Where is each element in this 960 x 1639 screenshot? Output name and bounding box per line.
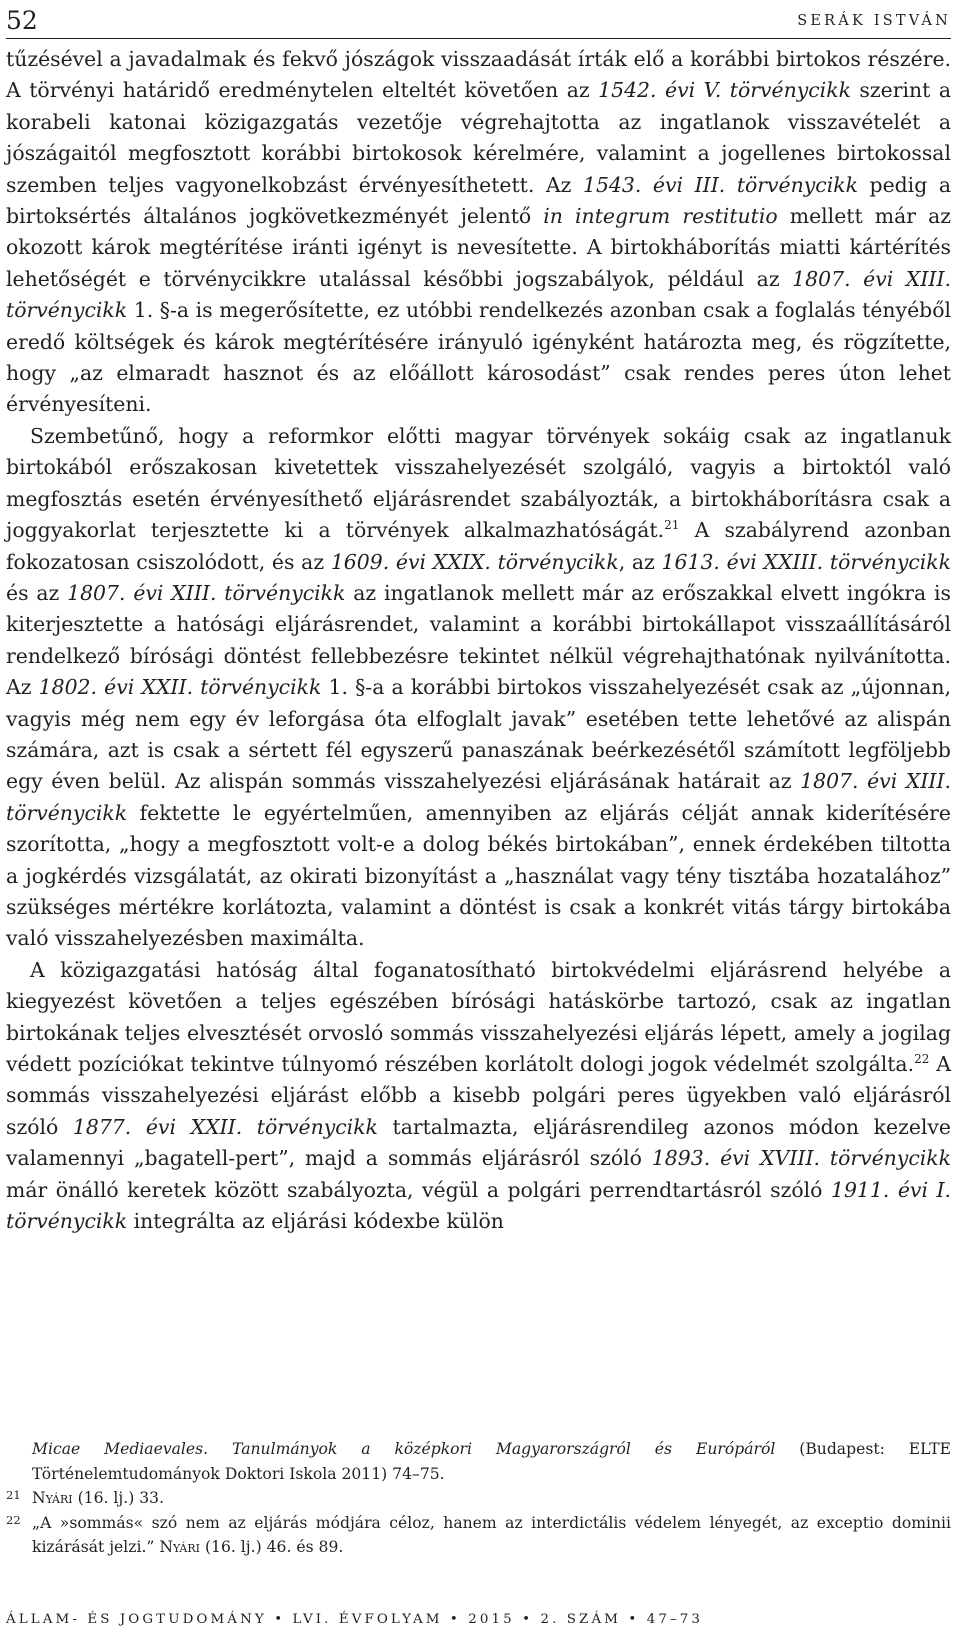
- paragraph-3: [6, 955, 951, 1238]
- text-run: (Budapest: ELTE Történelemtudományok Doktori Iskola 2011) 74–75.: [32, 1440, 951, 1483]
- text-run: pedig a birtoksértés általános jogkövetkezményét jelentő: [6, 172, 951, 229]
- italic-run: 1807. évi XIII. törvénycikk: [6, 266, 951, 323]
- footnote-ref: 21: [664, 518, 680, 533]
- body-text: [6, 44, 951, 1237]
- footnotes: [6, 1437, 951, 1560]
- text-run: az ingatlanok mellett már az erőszakkal elvett ingókra is kiterjesztette a hatósági eljárásrendet, valamint a korábbi birtokállapot visszaállításáról rendelkező bírósági döntést fellebbezésre tekintet nélkül végrehajthatónak nyilvánította. Az: [6, 580, 951, 700]
- footnote-text: [32, 1486, 951, 1511]
- text-run: „A »sommás« szó nem az eljárás módjára céloz, hanem az interdictális védelem lényegét, az exceptio dominii kizárását jelzi.”: [32, 1513, 951, 1557]
- footnote-ref: 22: [914, 1052, 930, 1066]
- footnote-continued: [6, 1437, 951, 1486]
- text-run: 1. §-a a korábbi birtokos visszahelyezését csak az „újonnan, vagyis még nem egy év leforgása óta elfoglalt javak” esetében tette lehetővé az alispán számára, azt is csak a sértett fél egyszerű panaszának beérkezésétől számított legföljebb egy éven belül. Az alispán sommás visszahelyezési eljárásának határait az: [6, 675, 952, 794]
- text-run: mellett már az okozott károk megtérítése iránti igényt is nevesítette. A birtokháborítás miatti kártérítés lehetőségét e törvénycikkre utalással későbbi jogszabályok, például az: [6, 204, 951, 291]
- text-run: (16. lj.) 46. és 89.: [200, 1538, 344, 1557]
- footnote-number: 21: [6, 1488, 21, 1503]
- text-run: Szembetűnő, hogy a reformkor előtti magyar törvények sokáig csak az ingatlanuk birtokából erőszakosan kivetettek visszahelyezését szolgáló, vagyis a birtoktól való megfosztás esetén érvényesíthető eljárásrendet szabályozták, a birtokháborításra csak a joggyakorlat terjesztette ki a törvények alkalmazhatóságát.: [6, 423, 951, 543]
- text-run: fektette le egyértelműen, amennyiben az eljárás célját annak kiderítésére szorította, „hogy a megfosztott volt-e a dolog békés birtokában”, ennek érdekében tiltotta a jogkérdés vizsgálatát, az okirati bizonyítást a „használat vagy tény tisztába hozatalához” szükséges mértékre korlátozta, valamint a döntést is csak a konkrét vitás tárgy birtokába való visszahelyezésben maximálta.: [6, 800, 951, 951]
- page-number: 52: [6, 6, 38, 35]
- footnote-22: [6, 1511, 951, 1560]
- italic-run: 1609. évi XXIX. törvénycikk: [330, 549, 619, 574]
- italic-run: 1802. évi XXII. törvénycikk: [38, 675, 322, 700]
- author-name: Nyári: [32, 1489, 73, 1508]
- text-run: tartalmazta, eljárásrendileg azonos módon kezelve valamennyi „bagatell-pert”, majd a sommás eljárásról szóló: [6, 1114, 951, 1171]
- text-run: szerint a korabeli katonai közigazgatás vezetője végrehajtotta az ingatlanok visszavételét a jószágaitól megfosztott korábbi birtokosok kérelmére, valamint a jogellenes birtokossal szemben teljes vagyonelkobzást érvényesíthetett. Az: [6, 78, 951, 197]
- paragraph-2: [6, 421, 951, 955]
- text-run: 1. §-a is megerősítette, ez utóbbi rendelkezés azonban csak a foglalás tényéből eredő költségek és károk megtérítésére irányuló igényként határozta meg, és rögzítette, hogy „az elmaradt hasznot és az előállott károsodást” csak rendes peres úton lehet érvényesíteni.: [6, 298, 951, 417]
- text-run: tűzésével a javadalmak és fekvő jószágok visszaadását írták elő a korábbi birtokos részére. A törvényi határidő eredménytelen elteltét követően az: [6, 47, 951, 103]
- italic-run: 1807. évi XIII. törvénycikk: [6, 769, 951, 825]
- italic-run: 1807. évi XIII. törvénycikk: [67, 580, 346, 605]
- author-name: Nyári: [159, 1538, 200, 1557]
- text-run: és az: [6, 580, 68, 605]
- running-head-author: SERÁK ISTVÁN: [797, 13, 951, 29]
- italic-run: Micae Mediaevales. Tanulmányok a középkori Magyarországról és Európáról: [32, 1440, 776, 1458]
- italic-run: 1613. évi XXIII. törvénycikk: [661, 549, 951, 574]
- footnote-number: [6, 1437, 32, 1486]
- italic-run: in integrum restitutio: [543, 204, 778, 229]
- paragraph-1: [6, 44, 951, 421]
- footnote-21: [6, 1486, 951, 1511]
- text-run: integrálta az eljárási kódexbe külön: [127, 1209, 504, 1234]
- text-run: A közigazgatási hatóság által foganatosítható birtokvédelmi eljárásrend helyébe a kiegyezést követően a teljes egészében bírósági hatáskörbe tartozó, csak az ingatlan birtokának teljes elvesztését orvosló sommás visszahelyezési eljárás lépett, amely a jogilag védett pozíciókat tekintve túlnyomó részében korlátolt dologi jogok védelmét szolgálta.: [6, 957, 951, 1076]
- page-header: [6, 0, 951, 39]
- italic-run: 1542. évi V. törvénycikk: [598, 78, 851, 103]
- text-run: , az: [618, 549, 662, 574]
- footnote-number: 22: [6, 1512, 21, 1527]
- text-run: A szabályrend azonban fokozatosan csiszolódott, és az: [6, 518, 951, 574]
- footnote-text: [32, 1511, 951, 1560]
- journal-footer: ÁLLAM- ÉS JOGTUDOMÁNY • LVI. ÉVFOLYAM • 2015 • 2. SZÁM • 47–73: [6, 1612, 704, 1627]
- italic-run: 1877. évi XXII. törvénycikk: [72, 1114, 378, 1139]
- italic-run: 1893. évi XVIII. törvénycikk: [651, 1146, 951, 1171]
- footnote-text: [32, 1437, 951, 1486]
- text-run: már önálló keretek között szabályozta, végül a polgári perrendtartásról szóló: [6, 1177, 831, 1202]
- text-run: A sommás visszahelyezési eljárást előbb a kisebb polgári peres ügyekben való eljárásról szóló: [6, 1052, 951, 1139]
- text-run: (16. lj.) 33.: [72, 1489, 165, 1508]
- italic-run: 1911. évi I. törvénycikk: [6, 1177, 952, 1234]
- italic-run: 1543. évi III. törvénycikk: [582, 172, 858, 197]
